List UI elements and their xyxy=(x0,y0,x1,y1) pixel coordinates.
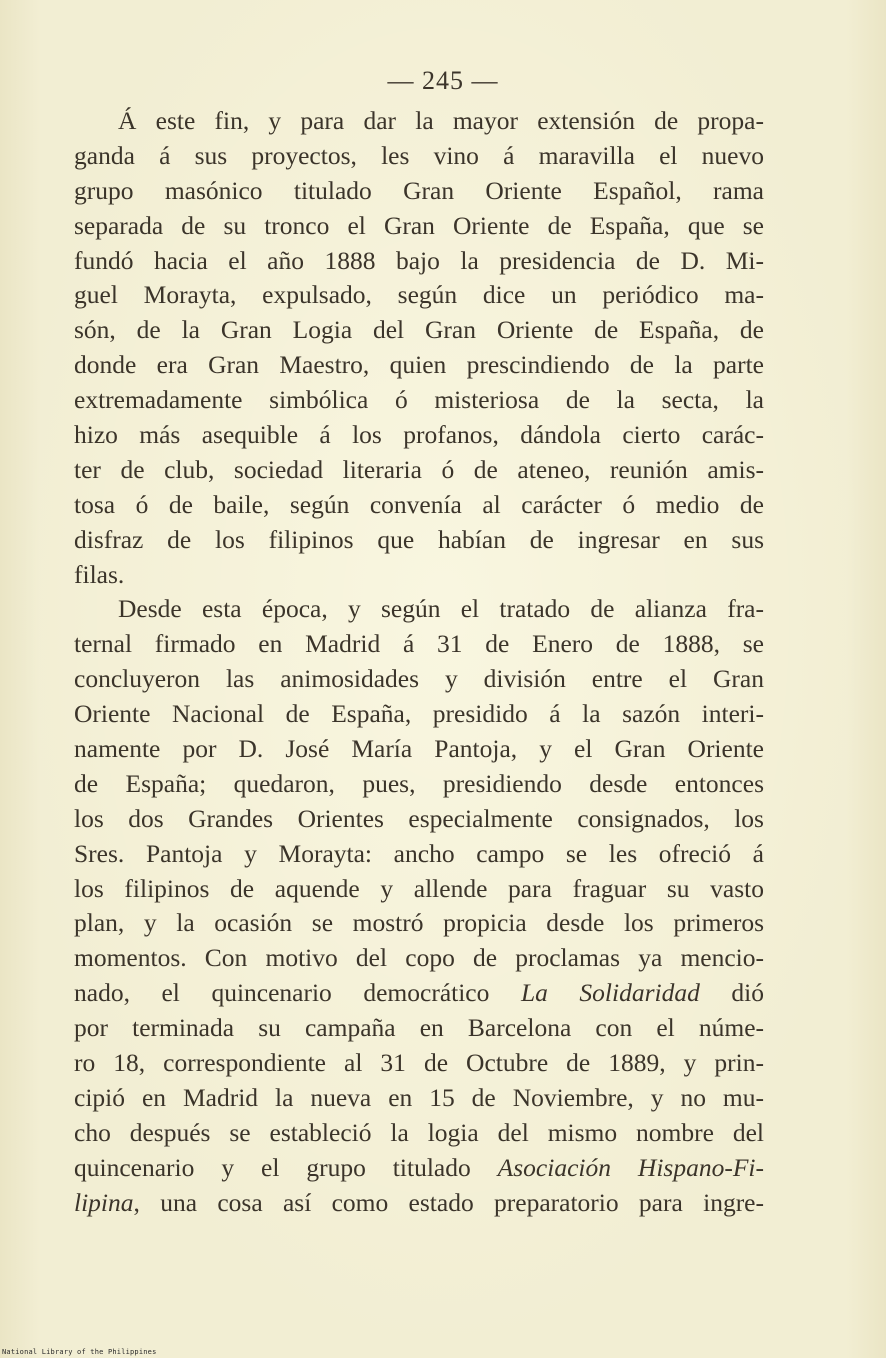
text-line: fundó hacia el año 1888 bajo la presidencia de D. Mi- xyxy=(74,245,764,275)
text-line: Oriente Nacional de España, presidido á la sazón interi- xyxy=(74,699,764,729)
library-credit: National Library of the Philippines xyxy=(2,1348,157,1356)
text-line: los dos Grandes Orientes especialmente consignados, los xyxy=(74,803,764,833)
association-title-cont: lipina xyxy=(74,1187,134,1217)
text-line-with-title xyxy=(74,976,764,1011)
text-line: namente por D. José María Pantoja, y el Gran Oriente xyxy=(74,734,764,764)
text-line: ganda á sus proyectos, les vino á maravilla el nuevo xyxy=(74,140,764,170)
text-line: guel Morayta, expulsado, según dice un periódico ma- xyxy=(74,280,764,310)
text-segment: , una cosa así como estado preparatorio para ingre- xyxy=(133,1187,764,1217)
text-line: ternal firmado en Madrid á 31 de Enero de 1888, se xyxy=(74,629,764,659)
text-line: ter de club, sociedad literaria ó de ateneo, reunión amis- xyxy=(74,454,764,484)
text-line: cipió en Madrid la nueva en 15 de Noviembre, y no mu- xyxy=(74,1082,764,1112)
text-line: ro 18, correspondiente al 31 de Octubre de 1889, y prin- xyxy=(74,1048,764,1078)
body-text xyxy=(74,104,764,1221)
text-line-with-title xyxy=(74,1186,764,1221)
text-segment: quincenario y el grupo titulado xyxy=(74,1152,498,1182)
text-line: momentos. Con motivo del copo de proclamas ya mencio- xyxy=(74,943,764,973)
page-number: — 245 — xyxy=(387,66,499,95)
text-line: grupo masónico titulado Gran Oriente Español, rama xyxy=(74,175,764,205)
paragraph-2 xyxy=(74,592,764,1220)
text-line: concluyeron las animosidades y división entre el Gran xyxy=(74,664,764,694)
text-line: donde era Gran Maestro, quien prescindiendo de la parte xyxy=(74,350,764,380)
text-line: Sres. Pantoja y Morayta: ancho campo se les ofreció á xyxy=(74,838,764,868)
text-segment: dió xyxy=(699,978,764,1008)
text-line: Á este fin, y para dar la mayor extensión de propa- xyxy=(118,106,764,135)
text-line: disfraz de los filipinos que habían de ingresar en sus xyxy=(74,524,764,554)
text-line: tosa ó de baile, según convenía al carácter ó medio de xyxy=(74,489,764,519)
text-line-with-title xyxy=(74,1151,764,1186)
association-title: Asociación Hispano-Fi- xyxy=(497,1152,764,1182)
text-line: hizo más asequible á los profanos, dándola cierto carác- xyxy=(74,420,764,450)
text-line: separada de su tronco el Gran Oriente de España, que se xyxy=(74,210,764,240)
text-line: són, de la Gran Logia del Gran Oriente de España, de xyxy=(74,315,764,345)
text-line: cho después se estableció la logia del mismo nombre del xyxy=(74,1117,764,1147)
text-segment: nado, el quincenario democrático xyxy=(74,978,521,1008)
paragraph-1 xyxy=(74,104,764,592)
newspaper-title: La Solidaridad xyxy=(520,978,700,1008)
text-line: Desde esta época, y según el tratado de alianza fra- xyxy=(118,594,764,624)
text-line: los filipinos de aquende y allende para fraguar su vasto xyxy=(74,873,764,903)
text-line: por terminada su campaña en Barcelona con el núme- xyxy=(74,1013,764,1043)
text-line: filas. xyxy=(74,559,125,589)
text-line: plan, y la ocasión se mostró propicia desde los primeros xyxy=(74,908,764,938)
text-line: extremadamente simbólica ó misteriosa de la secta, la xyxy=(74,385,764,415)
text-line: de España; quedaron, pues, presidiendo desde entonces xyxy=(74,768,764,798)
